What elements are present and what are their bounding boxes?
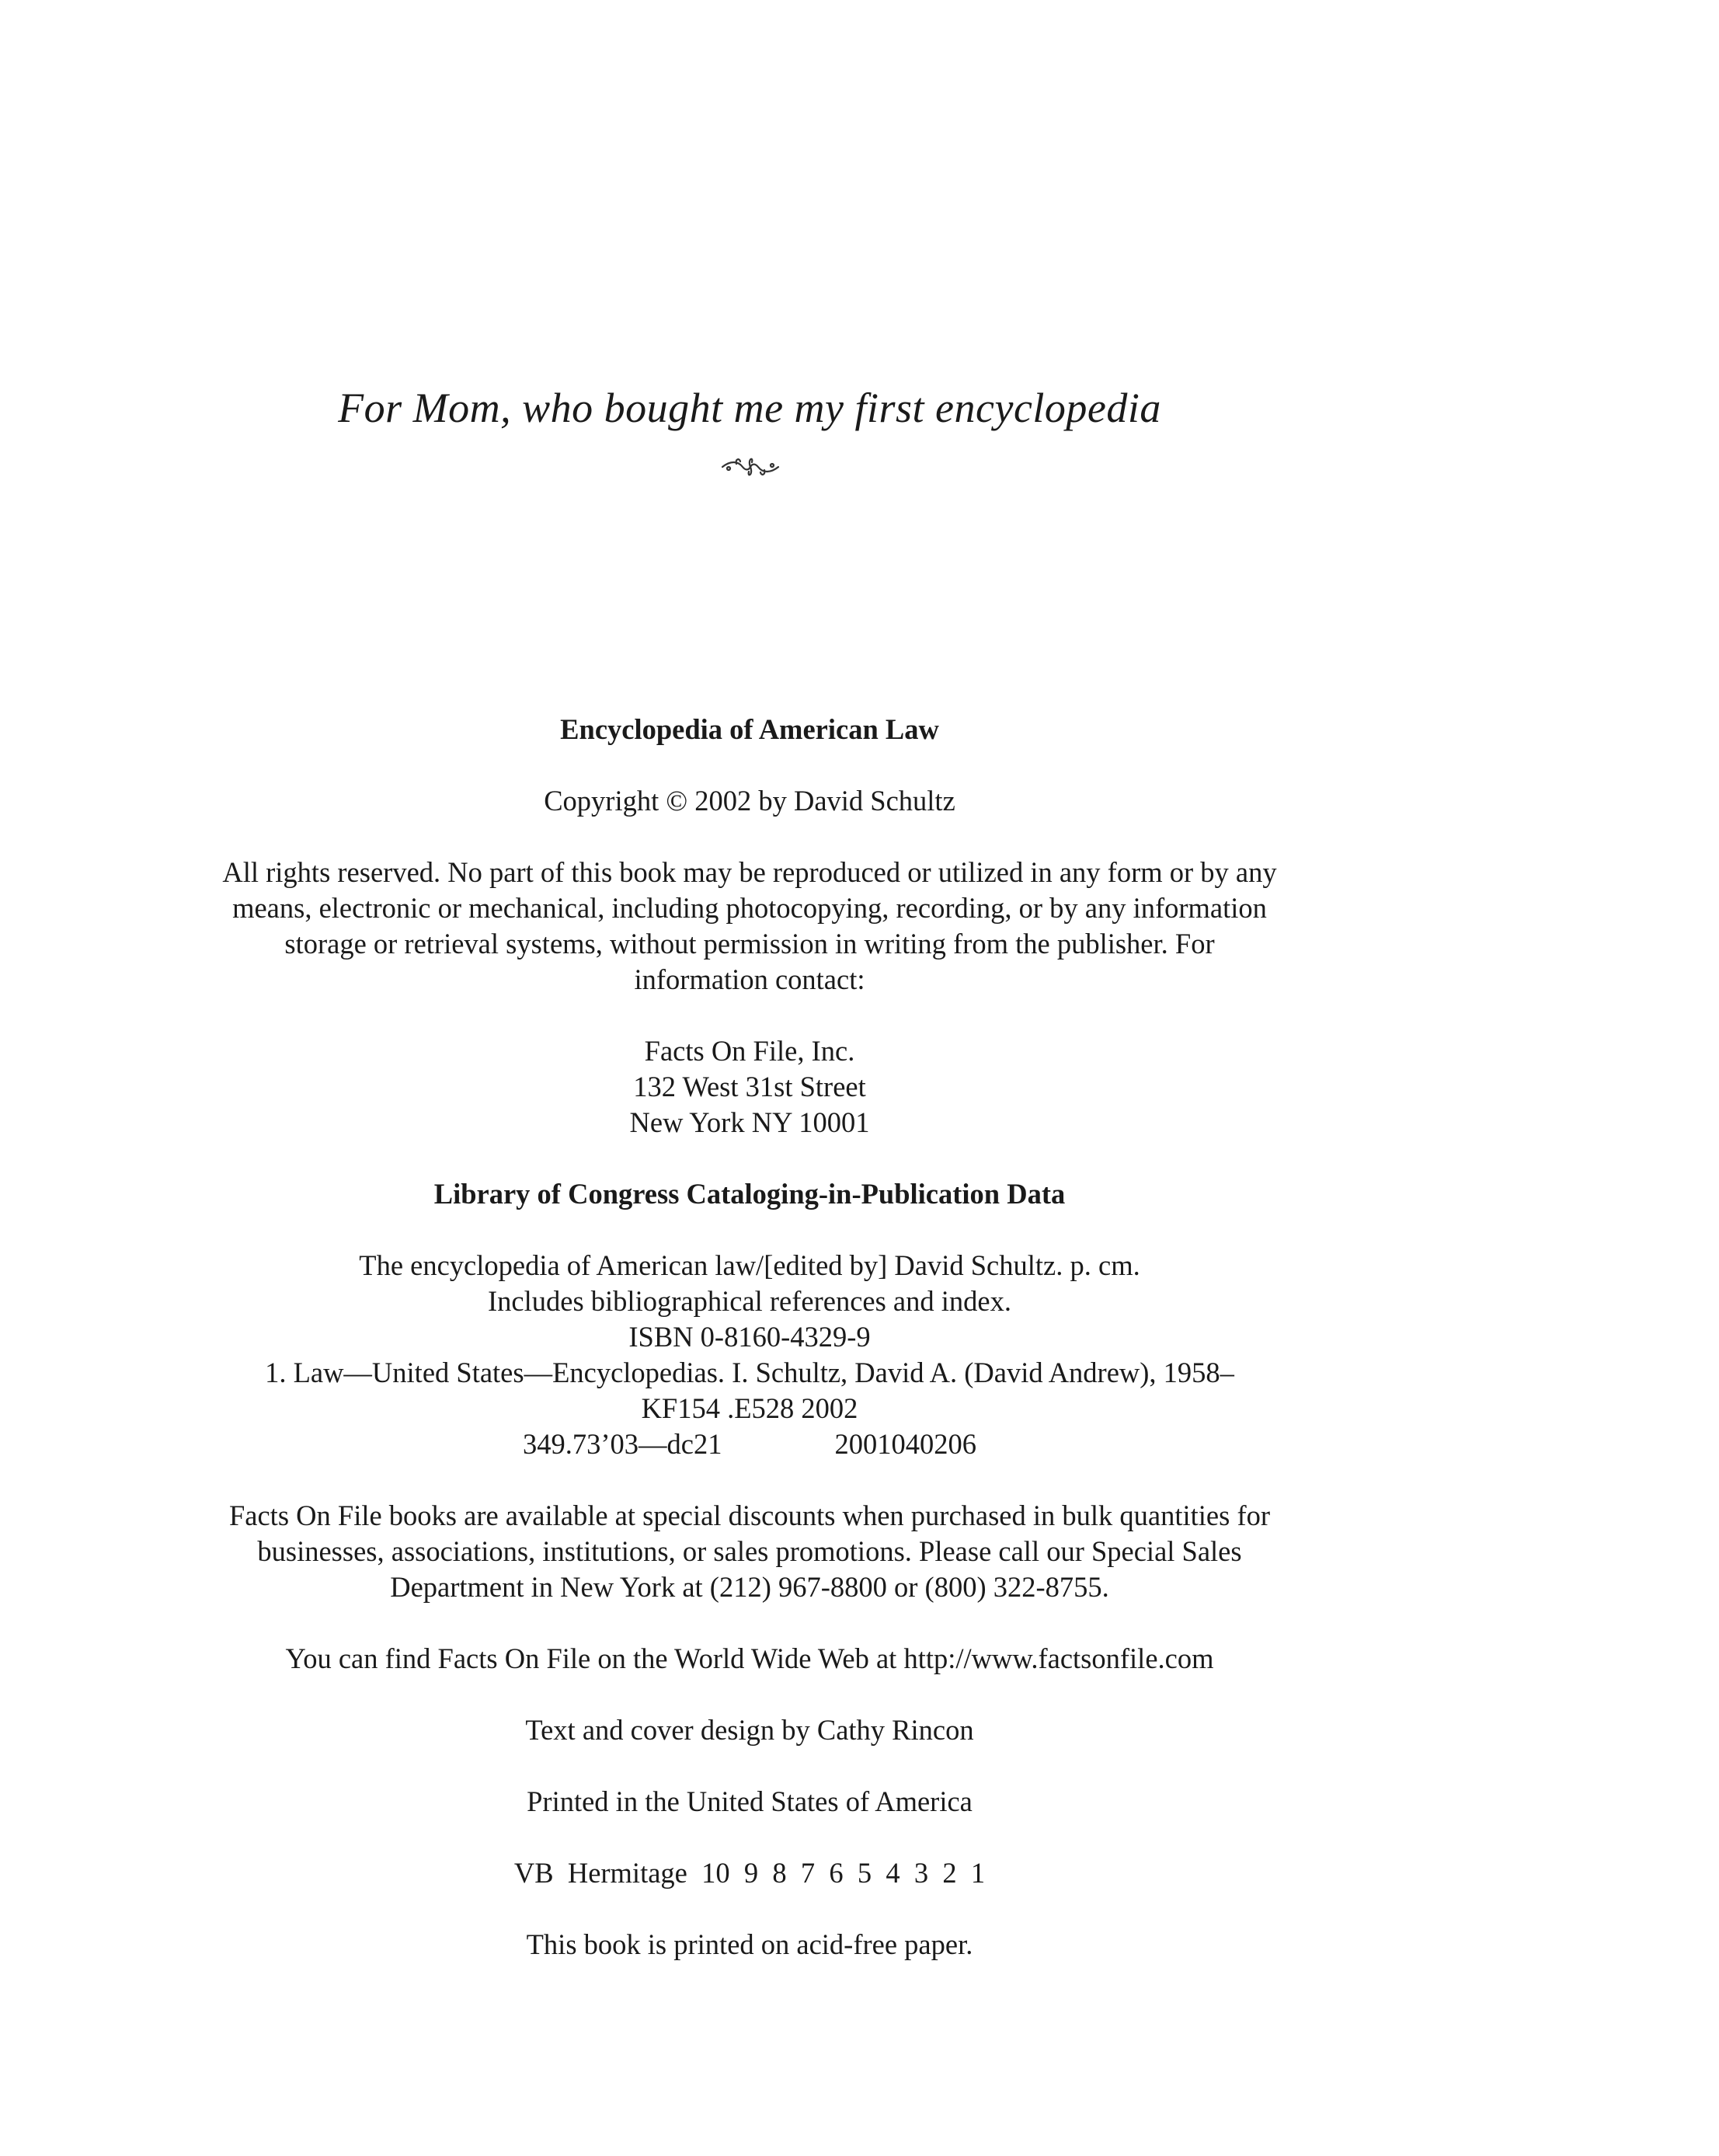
copyright-notice: Copyright © 2002 by David Schultz xyxy=(544,785,955,817)
sales-line: Department in New York at (212) 967-8800 or (800) 322-8755. xyxy=(390,1571,1109,1603)
rights-line: means, electronic or mechanical, including photocopying, recording, or by any information xyxy=(232,892,1267,924)
rights-line: information contact: xyxy=(634,963,865,995)
printed-notice: Printed in the United States of America xyxy=(527,1785,973,1817)
floral-ornament-icon xyxy=(719,453,781,484)
cip-isbn: ISBN 0-8160-4329-9 xyxy=(628,1321,871,1353)
publisher-street: 132 West 31st Street xyxy=(633,1071,866,1102)
cip-call-number: KF154 .E528 2002 xyxy=(641,1392,858,1424)
cip-classification xyxy=(0,1426,1499,1462)
publisher-city: New York NY 10001 xyxy=(629,1106,870,1138)
book-title: Encyclopedia of American Law xyxy=(560,713,939,745)
rights-line: storage or retrieval systems, without permission in writing from the publisher. For xyxy=(284,928,1215,960)
design-credit: Text and cover design by Cathy Rincon xyxy=(525,1714,974,1746)
cip-lccn: 2001040206 xyxy=(834,1428,976,1460)
cip-line: Includes bibliographical references and index. xyxy=(488,1285,1011,1317)
cip-dewey: 349.73’03—dc21 xyxy=(523,1428,722,1460)
copyright-page xyxy=(0,712,1499,1963)
cip-subjects: 1. Law—United States—Encyclopedias. I. Schultz, David A. (David Andrew), 1958– xyxy=(265,1357,1234,1388)
sales-line: businesses, associations, institutions, or sales promotions. Please call our Special Sales xyxy=(257,1535,1242,1567)
web-notice: You can find Facts On File on the World Wide Web at http://www.factsonfile.com xyxy=(285,1642,1214,1674)
cip-heading: Library of Congress Cataloging-in-Publication Data xyxy=(433,1178,1066,1210)
rights-line: All rights reserved. No part of this book may be reproduced or utilized in any form or by any xyxy=(222,856,1277,888)
cip-line: The encyclopedia of American law/[edited by] David Schultz. p. cm. xyxy=(359,1249,1140,1281)
paper-notice: This book is printed on acid-free paper. xyxy=(526,1928,973,1960)
printing-line: VB Hermitage 10 9 8 7 6 5 4 3 2 1 xyxy=(513,1857,986,1889)
dedication: For Mom, who bought me my first encyclopedia xyxy=(338,385,1161,431)
sales-line: Facts On File books are available at special discounts when purchased in bulk quantities for xyxy=(228,1499,1271,1531)
publisher-name: Facts On File, Inc. xyxy=(644,1035,855,1067)
